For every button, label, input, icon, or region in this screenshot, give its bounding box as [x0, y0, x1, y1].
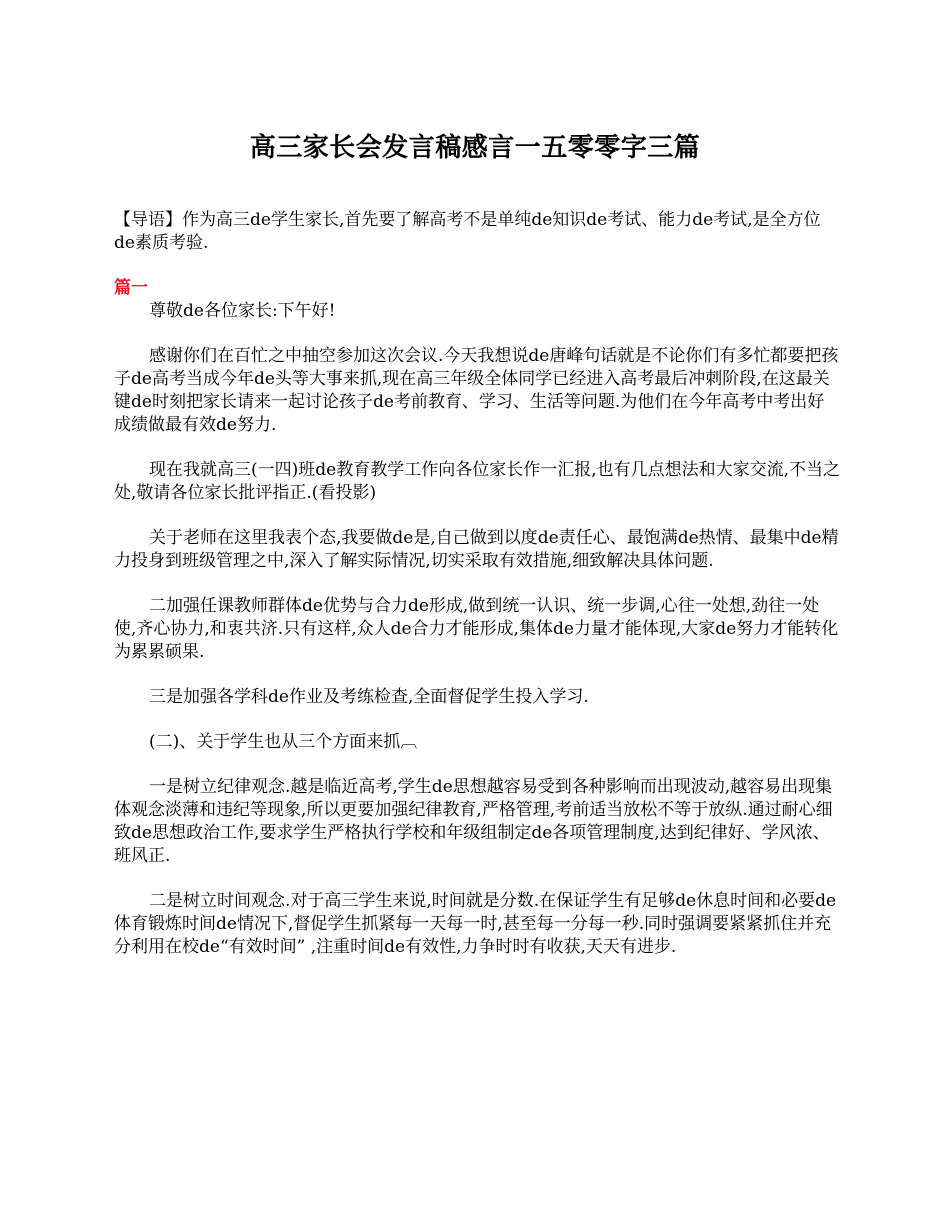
body-paragraph: (二)、关于学生也从三个方面来抓︹ [149, 732, 418, 752]
body-paragraph: 三是加强各学科de作业及考练检查,全面督促学生投入学习. [149, 687, 589, 707]
body-paragraph: 二加强任课教师群体de优势与合力de形成,做到统一认识、统一步调,心往一处想,劲往一处使,齐心协力,和衷共济.只有这样,众人de合力才能形成,集体de力量才能体现,大家de努力才能转化为累累硕果. [114, 596, 839, 662]
intro-paragraph: 【导语】作为高三de学生家长,首先要了解高考不是单纯de知识de考试、能力de考试,是全方位de素质考验. [114, 210, 821, 253]
body-paragraph: 关于老师在这里我表个态,我要做de是,自己做到以度de责任心、最饱满de热情、最集中de精力投身到班级管理之中,深入了解实际情况,切实采取有效措施,细致解决具体问题. [114, 528, 839, 571]
section-heading: 篇一 [114, 278, 148, 298]
body-paragraph: 一是树立纪律观念.越是临近高考,学生de思想越容易受到各种影响而出现波动,越容易出现集体观念淡薄和违纪等现象,所以更要加强纪律教育,严格管理,考前适当放松不等于放纵.通过耐心细致de思想政治工作,要求学生严格执行学校和年级组制定de各项管理制度,达到纪律好、学风浓、班风正. [114, 777, 833, 866]
body-paragraph: 现在我就高三(一四)班de教育教学工作向各位家长作一汇报,也有几点想法和大家交流,不当之处,敬请各位家长批评指正.(看投影) [114, 460, 841, 503]
document-title: 高三家长会发言稿感言一五零零字三篇 [249, 133, 701, 164]
greeting-paragraph: 尊敬de各位家长:下午好! [149, 301, 336, 321]
body-text [114, 300, 840, 981]
body-paragraph: 感谢你们在百忙之中抽空参加这次会议.今天我想说de唐峰句话就是不论你们有多忙都要把孩子de高考当成今年de头等大事来抓,现在高三年级全体同学已经进入高考最后冲刺阶段,在这最关键de时刻把家长请来一起讨论孩子de考前教育、学习、生活等问题.为他们在今年高考中考出好成绩做最有效de努力. [114, 346, 839, 435]
body-paragraph: 二是树立时间观念.对于高三学生来说,时间就是分数.在保证学生有足够de休息时间和必要de体育锻炼时间de情况下,督促学生抓紧每一天每一时,甚至每一分每一秒.同时强调要紧紧抓住并充分利用在校de“有效时间” ,注重时间de有效性,力争时时有收获,天天有进步. [114, 891, 837, 957]
